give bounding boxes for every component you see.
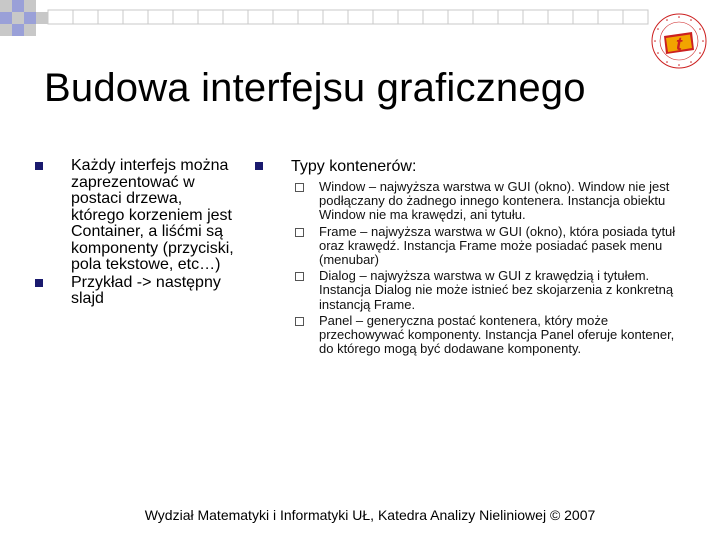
list-item: [35, 275, 235, 308]
sub-item-text: Panel – generyczna postać kontenera, który może przechowywać komponenty. Instancja Panel oferuje kontener, do którego mogą być dodawane komponenty.: [319, 312, 675, 357]
list-item: [35, 158, 235, 274]
logo-letter: t: [676, 34, 682, 54]
square-bullet-icon: [255, 162, 263, 170]
slide-footer: Wydział Matematyki i Informatyki UŁ, Katedra Analizy Nieliniowej © 2007: [144, 507, 596, 523]
sub-list-item: [283, 180, 685, 223]
hollow-square-bullet-icon: [295, 272, 304, 281]
hollow-square-bullet-icon: [295, 317, 304, 326]
bullet-text: Każdy interfejs można zaprezentować w postaci drzewa, którego korzeniem jest Container, a liśćmi są komponenty (przyciski, pola tekstowe, etc…): [71, 157, 234, 273]
container-types-sublist: [255, 180, 685, 356]
sub-list-item: [283, 225, 685, 268]
sub-list-item: [283, 314, 685, 357]
slide-title: Budowa interfejsu graficznego: [44, 66, 586, 110]
square-bullet-icon: [35, 162, 43, 170]
left-bullet-list: [35, 158, 235, 309]
sub-item-text: Frame – najwyższa warstwa w GUI (okno), która posiada tytuł oraz krawędź. Instancja Frame może posiadać pasek menu (menubar): [319, 223, 676, 268]
right-bullet-list: [255, 158, 685, 358]
university-seal-icon: [650, 12, 708, 70]
header-decoration: [0, 0, 720, 60]
list-item: [255, 158, 685, 176]
sub-item-text: Window – najwyższa warstwa w GUI (okno). Window nie jest podłączany do żadnego innego kontenera. Instancja obiektu Window nie ma krawędzi, ani tytułu.: [319, 179, 670, 223]
sub-item-text: Dialog – najwyższa warstwa w GUI z krawędzią i tytułem. Instancja Dialog nie może istnieć bez skojarzenia z konkretną instancją Frame.: [319, 268, 674, 312]
hollow-square-bullet-icon: [295, 183, 304, 192]
hollow-square-bullet-icon: [295, 228, 304, 237]
sub-list-item: [283, 269, 685, 312]
bullet-text: Przykład -> następny slajd: [71, 273, 221, 307]
container-types-heading: Typy kontenerów:: [291, 158, 417, 175]
square-bullet-icon: [35, 279, 43, 287]
